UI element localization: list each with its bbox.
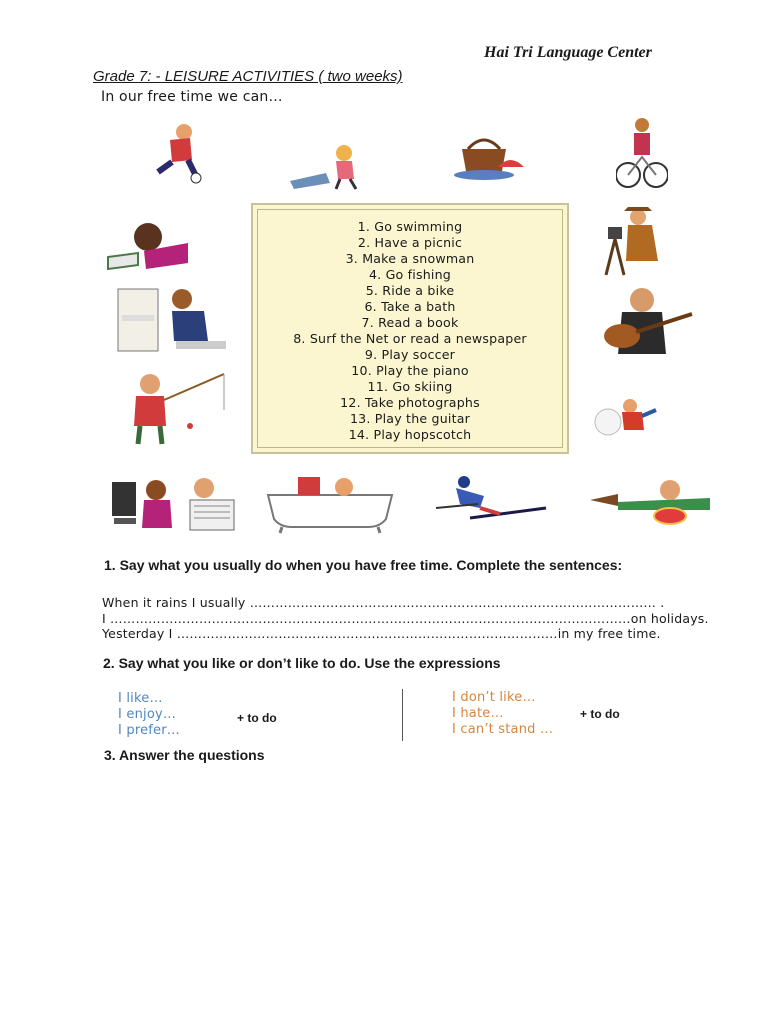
photographer-icon <box>598 205 672 277</box>
list-item: 12. Take photographs <box>340 395 480 410</box>
list-item: 8. Surf the Net or read a newspaper <box>293 331 527 346</box>
cyclist-icon <box>616 117 668 191</box>
fisherman-icon <box>120 370 230 446</box>
list-item: 3. Make a snowman <box>345 251 475 266</box>
list-item: 5. Ride a bike <box>365 283 455 298</box>
worksheet-title: Grade 7: - LEISURE ACTIVITIES ( two weeks) <box>93 68 403 85</box>
like-expression: I like… <box>118 691 163 706</box>
boy-reading-icon <box>104 217 190 273</box>
picnic-basket-icon <box>448 133 528 183</box>
exercise-1-heading: 1. Say what you usually do when you have free time. Complete the sentences: <box>104 557 623 573</box>
cant-stand-expression: I can’t stand … <box>452 722 554 737</box>
exercise-3-heading: 3. Answer the questions <box>104 747 265 763</box>
exercise-1-line-3: Yesterday I ………………………………………………………………………………in my free time. <box>102 626 661 641</box>
list-item: 9. Play soccer <box>364 347 456 362</box>
activity-list <box>253 205 567 443</box>
bathtub-icon <box>262 473 398 535</box>
divider-line <box>402 689 403 741</box>
list-item: 1. Go swimming <box>357 219 463 234</box>
list-item: 4. Go fishing <box>368 267 452 282</box>
hopscotch-girl-icon <box>286 143 370 191</box>
dislikes-plus-todo: + to do <box>580 707 620 721</box>
guitar-player-icon <box>592 284 696 358</box>
list-item: 7. Read a book <box>361 315 459 330</box>
center-name: Hai Tri Language Center <box>484 44 652 61</box>
soccer-player-icon <box>140 120 212 184</box>
intro-text: In our free time we can… <box>101 89 283 105</box>
list-item: 6. Take a bath <box>364 299 456 314</box>
swimmer-icon <box>588 476 712 530</box>
list-item: 10. Play the piano <box>351 363 469 378</box>
exercise-1-line-1: When it rains I usually …………………………………………………………………………………… . <box>102 595 665 610</box>
piano-player-icon <box>116 285 236 359</box>
hate-expression: I hate… <box>452 706 504 721</box>
computer-newspaper-icon <box>106 474 238 534</box>
list-item: 2. Have a picnic <box>357 235 463 250</box>
activity-list-box <box>251 203 569 454</box>
enjoy-expression: I enjoy… <box>118 707 177 722</box>
exercise-2-heading: 2. Say what you like or don’t like to do. Use the expressions <box>103 655 501 671</box>
skier-icon <box>430 474 548 524</box>
list-item: 11. Go skiing <box>367 379 453 394</box>
exercise-1-line-2: I ……………………………………………………………………………………………………………on holidays. <box>102 611 709 626</box>
dislikes-expressions <box>452 690 553 738</box>
likes-expressions <box>118 691 180 739</box>
dont-like-expression: I don’t like… <box>452 690 536 705</box>
list-item: 14. Play hopscotch <box>348 427 472 442</box>
prefer-expression: I prefer… <box>118 723 180 738</box>
snowman-kid-icon <box>594 396 660 438</box>
likes-plus-todo: + to do <box>237 711 277 725</box>
list-item: 13. Play the guitar <box>349 411 471 426</box>
